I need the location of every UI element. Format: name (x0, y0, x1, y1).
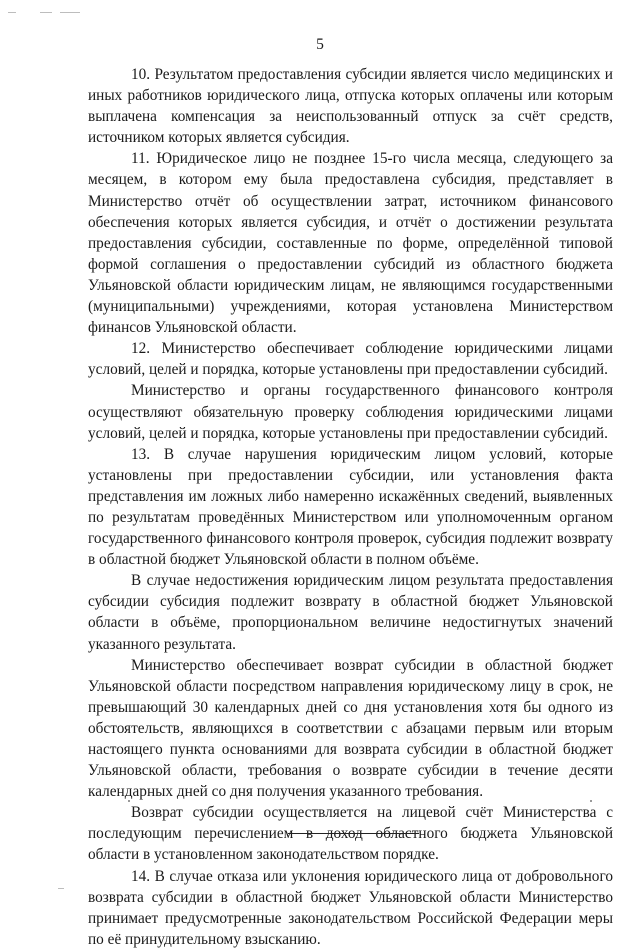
page-number: 5 (316, 36, 324, 53)
paragraph-11: 11. Юридическое лицо не позднее 15-го числа месяца, следующего за месяцем, в котором ему была предоставлена субсидия, представляет в Министерство отчёт об осуществлении затрат, источником финансового обеспечения которых является субсидия, и отчёт о достижении результата предоставления субсидии, составленные по форме, определённой типовой формой соглашения о предоставлении субсидий из областного бюджета Ульяновской области юридическим лицам, не являющимся государственными (муниципальными) учреждениями, которая установлена Министерством финансов Ульяновской области. (88, 150, 613, 337)
paragraph-13-return: Министерство обеспечивает возврат субсидии в областной бюджет Ульяновской области посредством направления юридическому лицу в срок, не превышающий 30 календарных дней со дня установления хотя бы одного из обстоятельств, являющихся в соответствии с абзацами первым или вторым настоящего пункта основаниями для возврата субсидии в областной бюджет Ульяновской области, требования о возврате субсидии в течение десяти календарных дней со дня получения указанного требования. (88, 656, 613, 801)
document-body (88, 64, 613, 950)
paragraph-13: 13. В случае нарушения юридическим лицом условий, которые установлены при предоставлении субсидии, или установления факта представления им ложных либо намеренно искажённых сведений, выявленных по результатам проведённых Министерством или уполномоченным органом государственного финансового контроля проверок, субсидия подлежит возврату в областной бюджет Ульяновской области в полном объёме. (88, 445, 613, 569)
paragraph-12-control: Министерство и органы государственного финансового контроля осуществляют обязательную проверку соблюдения юридическими лицами условий, целей и порядка, которые установлены при предоставлении субсидий. (88, 382, 613, 442)
footer-rule (288, 833, 419, 834)
paragraph-13-result: В случае недостижения юридическим лицом результата предоставления субсидии субсидия подлежит возврату в областной бюджет Ульяновской области в объёме, пропорциональном величине недостигнутых значений указанного результата. (88, 572, 613, 653)
paragraph-13-account: Возврат субсидии осуществляется на лицевой счёт Министерства с последующим перечислением в доход областного бюджета Ульяновской области в установленном законодательством порядке. (88, 804, 613, 864)
scan-speck (590, 800, 592, 802)
paragraph-14: 14. В случае отказа или уклонения юридического лица от добровольного возврата субсидии в областной бюджет Ульяновской области Министерство принимает предусмотренные законодательством Российской Федерации меры по её принудительному взысканию. (88, 867, 613, 948)
paragraph-12: 12. Министерство обеспечивает соблюдение юридическими лицами условий, целей и порядка, которые установлены при предоставлении субсидий. (88, 340, 613, 379)
scan-speck (128, 800, 130, 802)
paragraph-10: 10. Результатом предоставления субсидии является число медицинских и иных работников юридического лица, отпуска которых оплачены или которым выплачена компенсация за неиспользованный отпуск за счёт средств, источником которых является субсидия. (88, 66, 613, 147)
